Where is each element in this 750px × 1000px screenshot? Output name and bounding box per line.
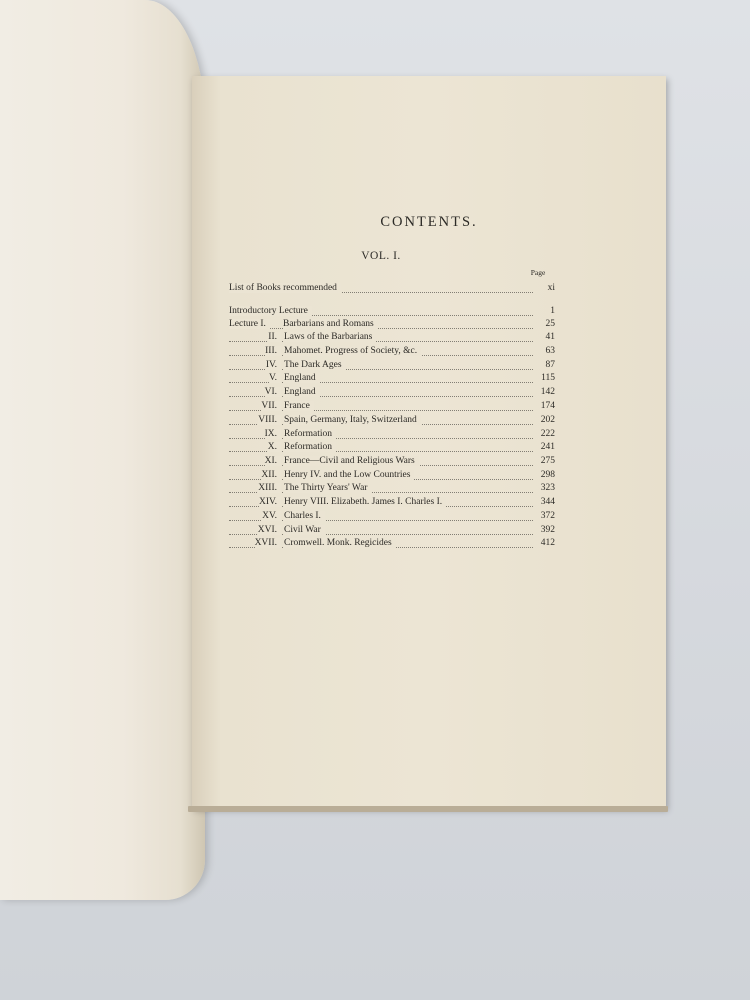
entry-title — [283, 318, 378, 331]
entry-title-text: England — [284, 387, 320, 397]
entry-page-number: 202 — [540, 415, 555, 425]
entry-page-number: 142 — [540, 387, 555, 397]
lecture-number — [229, 482, 281, 495]
lecture-number — [229, 524, 281, 537]
entry-page-number: 174 — [540, 401, 555, 411]
toc-lecture-entry — [229, 414, 555, 427]
lecture-number-text: XVII. — [255, 538, 281, 548]
entry-title-text: List of Books recommended — [229, 283, 341, 293]
entry-title-text: Reformation — [284, 442, 336, 452]
entry-title-text: Charles I. — [284, 511, 325, 521]
entry-title — [284, 345, 421, 358]
toc-lecture-entry — [229, 359, 555, 372]
entry-title — [284, 455, 419, 468]
entry-title-text: Civil War — [284, 525, 325, 535]
entry-title-text: Henry IV. and the Low Countries — [284, 470, 414, 480]
entry-title — [284, 510, 325, 523]
lecture-number-text: V. — [269, 373, 281, 383]
toc-lecture-entry — [229, 496, 555, 509]
toc-lecture-entry — [229, 400, 555, 413]
toc-front-entry — [229, 282, 555, 295]
lecture-number-text: XIII. — [258, 483, 281, 493]
entry-page-number: 41 — [545, 332, 555, 342]
toc-lecture-entry — [229, 469, 555, 482]
lecture-number-text: XIV. — [259, 497, 281, 507]
lecture-number-text: Lecture I. — [229, 319, 270, 329]
lecture-number-text: XV. — [262, 511, 281, 521]
entry-title — [284, 496, 446, 509]
lecture-number — [229, 372, 281, 385]
entry-title — [284, 524, 325, 537]
entry-page-number: 323 — [540, 483, 555, 493]
leader-dots — [229, 328, 533, 329]
lecture-number — [229, 318, 270, 331]
entry-title-text: Reformation — [284, 429, 336, 439]
toc-lecture-entry — [229, 482, 555, 495]
lecture-number — [229, 455, 281, 468]
entry-page-number: 87 — [545, 360, 555, 370]
toc-lecture-entry — [229, 318, 555, 331]
entry-title-text: The Dark Ages — [284, 360, 346, 370]
lecture-number — [229, 400, 281, 413]
lecture-number-text: XI. — [265, 456, 281, 466]
lecture-number — [229, 359, 281, 372]
toc-lecture-entry — [229, 537, 555, 550]
lecture-number — [229, 441, 281, 454]
entry-title — [229, 282, 341, 295]
entry-title-text: France — [284, 401, 314, 411]
entry-title-text: Mahomet. Progress of Society, &c. — [284, 346, 421, 356]
lecture-number-text: VI. — [265, 387, 281, 397]
entry-title — [284, 331, 376, 344]
entry-title — [284, 537, 396, 550]
lecture-number-text: XII. — [261, 470, 281, 480]
lecture-number — [229, 469, 281, 482]
lecture-number-text: VII. — [261, 401, 281, 411]
toc-lecture-entry — [229, 372, 555, 385]
left-page — [0, 0, 205, 900]
toc-lecture-entry — [229, 455, 555, 468]
entry-title-text: The Thirty Years' War — [284, 483, 371, 493]
entry-page-number: 25 — [545, 319, 555, 329]
entry-title — [284, 386, 320, 399]
entry-title-text: Introductory Lecture — [229, 306, 312, 316]
entry-title — [284, 469, 414, 482]
entry-title — [284, 372, 320, 385]
volume-heading: VOL. I. — [361, 250, 401, 262]
entry-page-number: 344 — [540, 497, 555, 507]
lecture-number — [229, 345, 281, 358]
entry-title — [229, 305, 312, 318]
entry-title-text: Cromwell. Monk. Regicides — [284, 538, 396, 548]
lecture-number-text: IX. — [265, 429, 281, 439]
lecture-number — [229, 510, 281, 523]
entry-title-text: Spain, Germany, Italy, Switzerland — [284, 415, 421, 425]
lecture-number-text: X. — [268, 442, 281, 452]
entry-title — [284, 441, 336, 454]
page-column-label: Page — [530, 268, 546, 277]
lecture-number — [229, 386, 281, 399]
entry-title — [284, 359, 346, 372]
lecture-number-text: III. — [265, 346, 281, 356]
toc-lecture-entry — [229, 386, 555, 399]
toc-lecture-entry — [229, 428, 555, 441]
entry-title-text: France—Civil and Religious Wars — [284, 456, 419, 466]
toc-front-entry — [229, 305, 555, 318]
entry-page-number: 241 — [540, 442, 555, 452]
entry-page-number: 392 — [540, 525, 555, 535]
entry-title-text: Henry VIII. Elizabeth. James I. Charles I. — [284, 497, 446, 507]
entry-title-text: Laws of the Barbarians — [284, 332, 376, 342]
lecture-number — [229, 496, 281, 509]
entry-page-number: 298 — [540, 470, 555, 480]
lecture-number — [229, 331, 281, 344]
entry-title — [284, 414, 421, 427]
left-page-bleed-through — [0, 90, 188, 513]
entry-title-text: Barbarians and Romans — [283, 319, 378, 329]
entry-title-text: England — [284, 373, 320, 383]
toc-lecture-entry — [229, 441, 555, 454]
entry-page-number: 1 — [550, 306, 555, 316]
lecture-number — [229, 428, 281, 441]
entry-page-number: 115 — [541, 373, 555, 383]
toc-lecture-entry — [229, 331, 555, 344]
lecture-number-text: VIII. — [258, 415, 281, 425]
entry-title — [284, 428, 336, 441]
lecture-number-text: II. — [268, 332, 281, 342]
lecture-number — [229, 414, 281, 427]
toc-lecture-entry — [229, 524, 555, 537]
lecture-number — [229, 537, 281, 550]
contents-title: CONTENTS. — [380, 214, 478, 230]
entry-page-number: xi — [547, 283, 555, 293]
entry-page-number: 275 — [540, 456, 555, 466]
entry-title — [284, 400, 314, 413]
lecture-number-text: IV. — [266, 360, 281, 370]
entry-page-number: 222 — [540, 429, 555, 439]
entry-page-number: 372 — [540, 511, 555, 521]
entry-title — [284, 482, 371, 495]
entry-page-number: 412 — [540, 538, 555, 548]
entry-page-number: 63 — [545, 346, 555, 356]
lecture-number-text: XVI. — [258, 525, 281, 535]
toc-lecture-entry — [229, 345, 555, 358]
toc-lecture-entry — [229, 510, 555, 523]
page-edge — [188, 806, 668, 812]
